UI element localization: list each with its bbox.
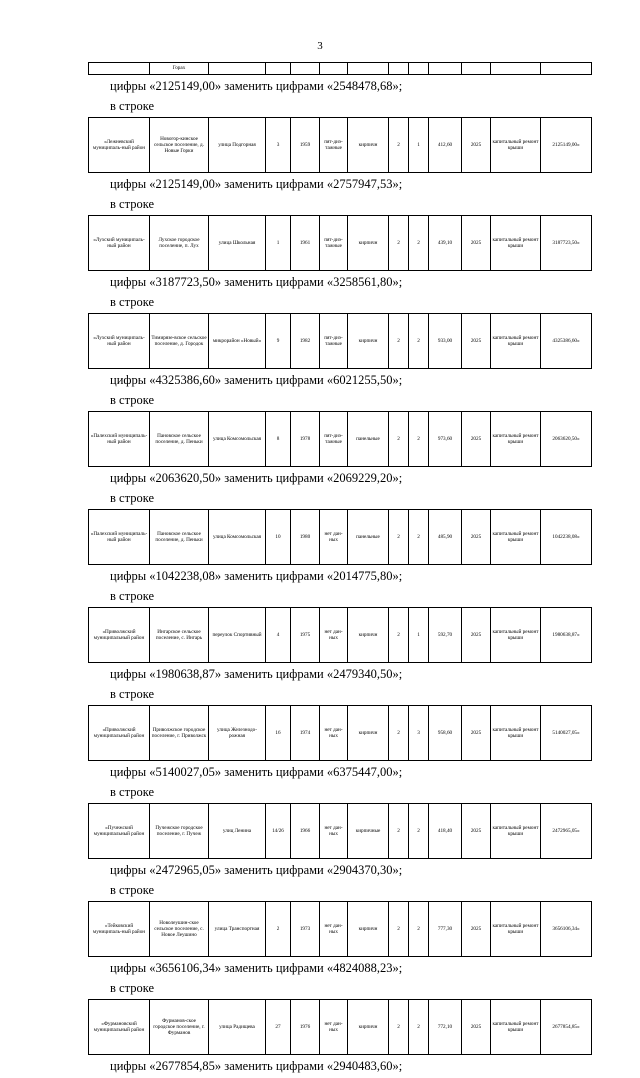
table-cell: 16 [266, 706, 291, 761]
table-cell: улица Комсомольская [209, 412, 266, 467]
table-cell: Новолеушин-ское сельское поселение, с. Новое Леушино [150, 902, 209, 957]
table-cell: микрорайон «Новый» [209, 314, 266, 369]
table-cell [462, 63, 491, 75]
amendment-text: в строке [110, 490, 155, 505]
table-cell: улица Железнодо-рожная [209, 706, 266, 761]
table-row [88, 411, 592, 467]
table-cell: Лухское городское поселение, п. Лух [150, 216, 209, 271]
table-cell: «Тейковский муниципаль-ный район [89, 902, 150, 957]
amendment-text: цифры «1980638,87» заменить цифрами «2479340,50»; [110, 667, 403, 681]
table-cell: кирпичн [348, 216, 389, 271]
table-cell: 9 [266, 314, 291, 369]
table-row [88, 607, 592, 663]
table-cell: улица Комсомольская [209, 510, 266, 565]
table-cell: 2 [389, 510, 409, 565]
table-cell: пят-диэ-тажные [320, 412, 348, 467]
table-cell: «Пучежский муниципальный район [89, 804, 150, 859]
amendment-text: цифры «5140027,05» заменить цифрами «6375447,00»; [110, 765, 403, 779]
table-row [88, 901, 592, 957]
document-content [88, 62, 580, 1078]
table-cell: улица Транспортная [209, 902, 266, 957]
table-cell: 3 [266, 118, 291, 173]
table-cell: 3 [409, 706, 429, 761]
table-cell: кирпичн [348, 902, 389, 957]
amendment-text: цифры «1042238,08» заменить цифрами «2014775,80»; [110, 569, 403, 583]
table-cell [389, 63, 409, 75]
table-cell: нет дан-ных [320, 804, 348, 859]
table-cell: 1980 [291, 510, 320, 565]
table-cell: 2 [409, 412, 429, 467]
table-cell: нет дан-ных [320, 902, 348, 957]
table-cell: кирпичн [348, 1000, 389, 1055]
table-cell: «Лежневский муниципаль-ный район [89, 118, 150, 173]
table-cell: улица Радищева [209, 1000, 266, 1055]
table-cell [348, 63, 389, 75]
table-cell: 4 [266, 608, 291, 663]
table-cell: панельные [348, 412, 389, 467]
table-cell: 933,00 [429, 314, 462, 369]
amendment-text: цифры «4325386,60» заменить цифрами «6021255,50»; [110, 373, 403, 387]
table-cell: капитальный ремонт крыши [491, 902, 541, 957]
table-cell: 2063620,50« [541, 412, 592, 467]
amendment-text: в строке [110, 588, 155, 603]
table-cell: 2025 [462, 902, 491, 957]
table-cell: «Приволжский муниципальный район [89, 608, 150, 663]
table-cell: 2025 [462, 118, 491, 173]
table-cell: 2 [389, 902, 409, 957]
table-cell: капитальный ремонт крыши [491, 510, 541, 565]
table-cell [266, 63, 291, 75]
table-cell: 2 [409, 510, 429, 565]
table-cell: панельные [348, 510, 389, 565]
amendment-text: цифры «2125149,00» заменить цифрами «2757947,53»; [110, 177, 403, 191]
table-cell: капитальный ремонт крыши [491, 608, 541, 663]
table-cell: 1961 [291, 216, 320, 271]
table-cell: 2 [389, 804, 409, 859]
table-cell: 2025 [462, 314, 491, 369]
table-row [88, 215, 592, 271]
table-cell: 2 [389, 608, 409, 663]
table-cell: 2 [409, 314, 429, 369]
table-cell: 1976 [291, 1000, 320, 1055]
table-cell: Новогор-кинское сельское поселение, д. Новые Горки [150, 118, 209, 173]
table-cell: 439,10 [429, 216, 462, 271]
table-row-header [88, 62, 592, 75]
table-cell: 3656106,34« [541, 902, 592, 957]
table-cell: капитальный ремонт крыши [491, 216, 541, 271]
table-cell: 2 [389, 706, 409, 761]
table-row [88, 117, 592, 173]
table-cell: 2 [389, 216, 409, 271]
table-cell: Пановское сельское поселение, д. Пеньки [150, 510, 209, 565]
table-cell: переулок Спортивный [209, 608, 266, 663]
table-cell: пят-диэ-тажные [320, 216, 348, 271]
table-cell: «Лухский муниципаль-ный район [89, 314, 150, 369]
table-cell: Приволжское городское поселение, г. Приволжск [150, 706, 209, 761]
table-cell: 1966 [291, 804, 320, 859]
table-cell: «Приволжский муниципальный район [89, 706, 150, 761]
table-cell: кирпичн [348, 314, 389, 369]
amendment-text: в строке [110, 98, 155, 113]
table-row [88, 999, 592, 1055]
table-cell: 2 [389, 314, 409, 369]
table-cell: «Лухский муниципаль-ный район [89, 216, 150, 271]
table-cell [429, 63, 462, 75]
table-cell: 2 [409, 804, 429, 859]
table-cell: Ингарское сельское поселение, с. Ингарь [150, 608, 209, 663]
amendment-text: цифры «2125149,00» заменить цифрами «2548478,68»; [110, 79, 403, 93]
table-cell: кирпичн [348, 706, 389, 761]
table-cell: нет дан-ных [320, 706, 348, 761]
table-cell: «Палехский муниципаль-ный район [89, 412, 150, 467]
table-cell: Пановское сельское поселение, д. Пеньки [150, 412, 209, 467]
table-cell [409, 63, 429, 75]
table-cell [89, 63, 150, 75]
table-cell: 2025 [462, 1000, 491, 1055]
table-cell: пят-диэ-тажные [320, 314, 348, 369]
table-cell: капитальный ремонт крыши [491, 1000, 541, 1055]
table-cell [541, 63, 592, 75]
table-cell: 412,60 [429, 118, 462, 173]
table-cell: 14/26 [266, 804, 291, 859]
table-cell: 592,70 [429, 608, 462, 663]
table-cell: капитальный ремонт крыши [491, 706, 541, 761]
page-number: 3 [317, 40, 323, 52]
table-cell: 958,60 [429, 706, 462, 761]
amendment-text: в строке [110, 980, 155, 995]
table-cell: улиц Ленина [209, 804, 266, 859]
table-cell: 2 [409, 1000, 429, 1055]
amendment-text: цифры «2063620,50» заменить цифрами «2069229,20»; [110, 471, 403, 485]
table-row [88, 313, 592, 369]
table-cell: капитальный ремонт крыши [491, 314, 541, 369]
table-cell: нет дан-ных [320, 510, 348, 565]
amendment-text: цифры «2472965,05» заменить цифрами «2904370,30»; [110, 863, 403, 877]
amendment-text: в строке [110, 882, 155, 897]
table-cell: 1042238,08« [541, 510, 592, 565]
table-cell: 10 [266, 510, 291, 565]
table-row [88, 509, 592, 565]
table-cell: 1 [409, 608, 429, 663]
table-cell: 1959 [291, 118, 320, 173]
table-cell: 1974 [291, 706, 320, 761]
table-cell: кирпичн [348, 118, 389, 173]
amendment-text: цифры «3187723,50» заменить цифрами «3258561,80»; [110, 275, 403, 289]
table-cell: 27 [266, 1000, 291, 1055]
table-cell: 2 [409, 902, 429, 957]
table-cell: 3187723,50« [541, 216, 592, 271]
table-cell: 485,90 [429, 510, 462, 565]
table-cell: 418,40 [429, 804, 462, 859]
table-cell [320, 63, 348, 75]
table-cell: нет дан-ных [320, 608, 348, 663]
table-cell: 1973 [291, 902, 320, 957]
table-row [88, 705, 592, 761]
table-cell: кирпичн [348, 608, 389, 663]
table-row [88, 803, 592, 859]
amendment-text: цифры «2677854,85» заменить цифрами «2940483,60»; [110, 1059, 403, 1073]
table-cell: 2 [409, 216, 429, 271]
table-cell: капитальный ремонт крыши [491, 118, 541, 173]
table-cell: Тимирязе-вское сельское поселение, д. Городок [150, 314, 209, 369]
table-cell: 2025 [462, 510, 491, 565]
amendment-text: в строке [110, 784, 155, 799]
table-cell: 2 [266, 902, 291, 957]
table-cell: 5140027,05« [541, 706, 592, 761]
table-cell: 2025 [462, 412, 491, 467]
table-cell: 8 [266, 412, 291, 467]
table-cell: «Палехский муниципаль-ный район [89, 510, 150, 565]
amendment-text: в строке [110, 294, 155, 309]
amendment-text: цифры «3656106,34» заменить цифрами «4824088,23»; [110, 961, 403, 975]
table-cell: капитальный ремонт крыши [491, 804, 541, 859]
table-cell: Фурманов-ское городское поселение, г. Фурманов [150, 1000, 209, 1055]
table-cell: 772,10 [429, 1000, 462, 1055]
amendment-text: в строке [110, 686, 155, 701]
table-cell: 1980638,87« [541, 608, 592, 663]
table-cell: пят-диэ-тажные [320, 118, 348, 173]
table-cell: Пучежское городское поселение, г. Пучеж [150, 804, 209, 859]
table-cell: Горах [150, 63, 209, 75]
amendment-text: в строке [110, 392, 155, 407]
table-cell: 1 [409, 118, 429, 173]
table-cell: 2025 [462, 804, 491, 859]
table-cell: 2 [389, 1000, 409, 1055]
table-cell [491, 63, 541, 75]
table-cell: 1975 [291, 608, 320, 663]
table-cell: 1982 [291, 314, 320, 369]
table-cell: 777,30 [429, 902, 462, 957]
table-cell: 1978 [291, 412, 320, 467]
table-cell: 4325386,60« [541, 314, 592, 369]
table-cell: 2025 [462, 216, 491, 271]
table-cell [209, 63, 266, 75]
amendment-text: в строке [110, 196, 155, 211]
table-cell: улица Подгорная [209, 118, 266, 173]
table-cell: 1 [266, 216, 291, 271]
table-cell: 2 [389, 118, 409, 173]
table-cell: нет дан-ных [320, 1000, 348, 1055]
table-cell: 2025 [462, 706, 491, 761]
table-cell: 2025 [462, 608, 491, 663]
table-cell: «Фурмановский муниципальный район [89, 1000, 150, 1055]
table-cell: улица Школьная [209, 216, 266, 271]
table-cell: капитальный ремонт крыши [491, 412, 541, 467]
table-cell: 2677854,85« [541, 1000, 592, 1055]
table-cell: 2472965,05« [541, 804, 592, 859]
table-cell: кирпичные [348, 804, 389, 859]
table-cell [291, 63, 320, 75]
table-cell: 973,60 [429, 412, 462, 467]
table-cell: 2 [389, 412, 409, 467]
table-cell: 2125149,00« [541, 118, 592, 173]
